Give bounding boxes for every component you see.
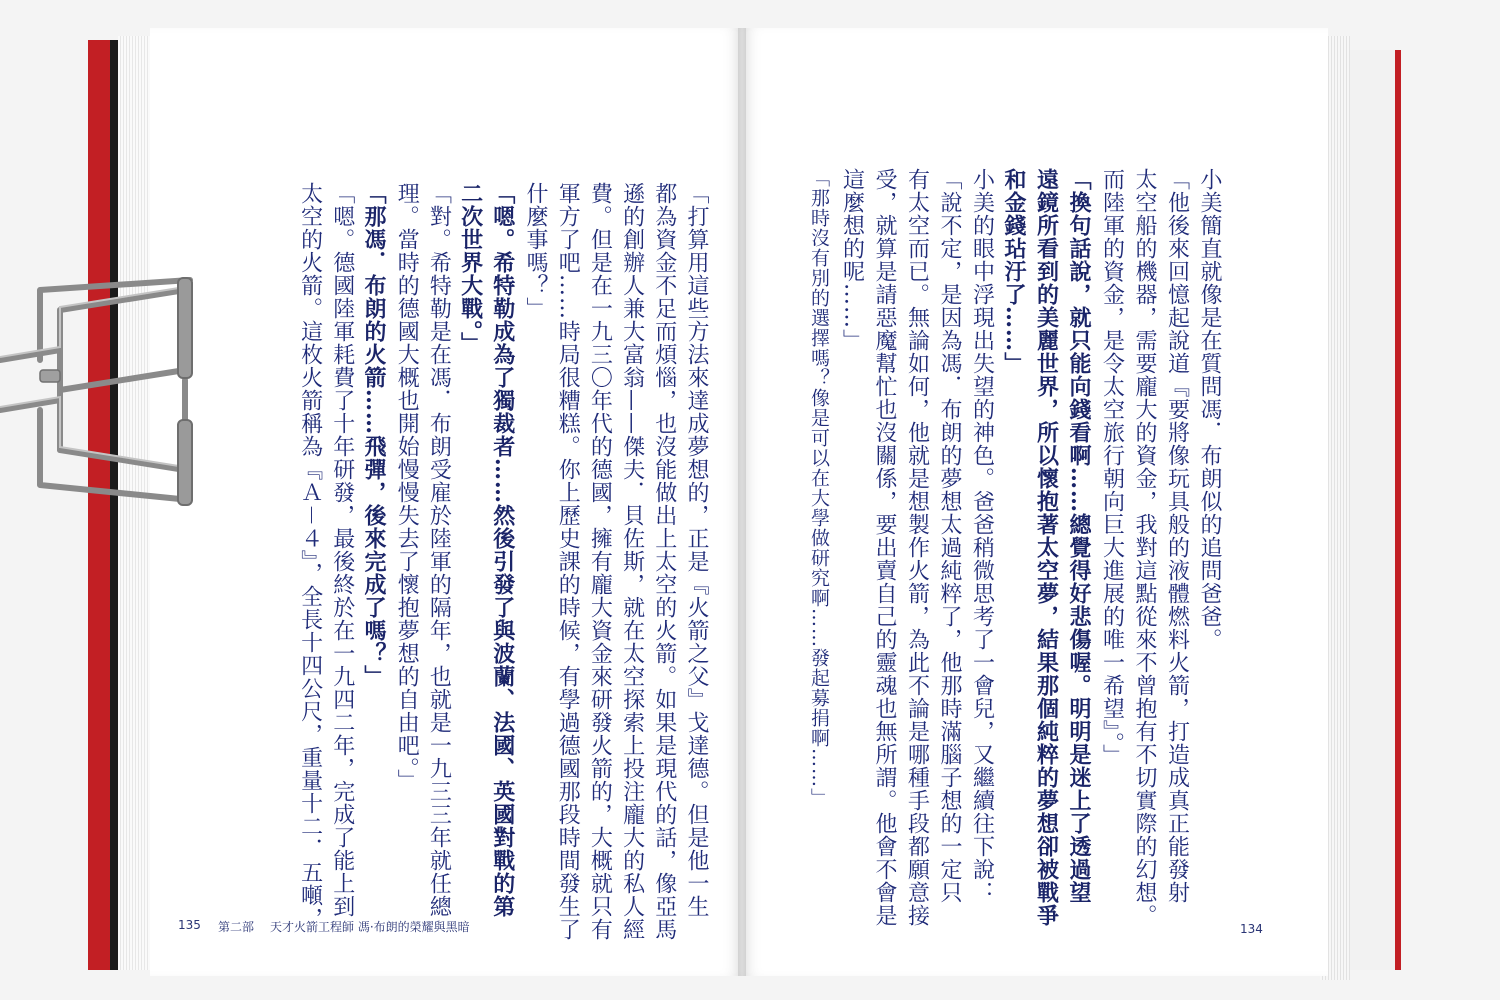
book-cover-edge-right: [1350, 50, 1401, 970]
text-column: 而陸軍的資金，是令太空旅行朝向巨大進展的唯一希望』。」: [1099, 168, 1125, 767]
binder-clip: [0, 270, 200, 510]
text-column: 「那馮．布朗的火箭……飛彈，後來完成了嗎？」: [361, 182, 387, 688]
text-column: 有太空而已。無論如何，他就是想製作火箭，為此不論是哪種手段都願意接: [904, 168, 930, 927]
text-column: 軍方了吧……時局很糟糕。你上歷史課的時候，有學過德國那段時間發生了: [555, 182, 581, 941]
text-column: 「嗯。德國陸軍耗費了十年研發，最後終於在一九四二年，完成了能上到: [329, 182, 355, 918]
text-column: 二次世界大戰。」: [457, 182, 484, 355]
text-column: 「嗯。希特勒成為了獨裁者……然後引發了與波蘭、法國、英國對戰的第: [489, 182, 516, 918]
book-gutter: [738, 28, 746, 976]
text-column: 「對。希特勒是在馮．布朗受雇於陸軍的隔年，也就是一九三三年就任總: [426, 182, 452, 918]
running-head-title: 天才火箭工程師 馮·布朗的榮耀與黑暗: [270, 920, 470, 934]
text-column: 太空的火箭。這枚火箭稱為『Ａ－４』，全長十四公尺，重量十二．五噸，: [297, 182, 323, 931]
text-column: 費。但是在一九三〇年代的德國，擁有龐大資金來研發火箭的，大概就只有: [587, 182, 613, 941]
running-head-part: 第二部: [218, 920, 255, 934]
text-column: 受，就算是請惡魔幫忙也沒關係，要出賣自己的靈魂也無所謂。他會不會是: [872, 168, 897, 927]
text-column: 太空船的機器，需要龐大的資金，我對這點從來不曾抱有不切實際的幻想。: [1132, 168, 1157, 927]
right-page-number: 134: [1240, 922, 1263, 936]
text-column: 都為資金不足而煩惱，也沒能做出上太空的火箭。如果是現代的話，像亞馬: [651, 182, 677, 941]
text-column: 什麼事嗎？」: [523, 182, 548, 320]
text-column: 「說不定，是因為馮．布朗的夢想太過純粹了，他那時滿腦子想的一定只: [937, 168, 962, 904]
text-column: 和金錢玷汙了……」: [1001, 168, 1027, 375]
left-page-number: 135: [178, 918, 201, 932]
text-column: 這麼想的呢……」: [839, 168, 865, 352]
text-column: 「打算用這些方法來達成夢想的，正是『火箭之父』戈達德。但是他一生: [684, 182, 709, 918]
text-column: 「那時沒有別的選擇嗎？像是可以在大學做研究啊……發起募捐啊……」: [808, 168, 830, 808]
text-column: 小美簡直就像是在質問馮．布朗似的追問爸爸。: [1197, 168, 1222, 651]
text-column: 遜的創辦人兼大富翁——傑夫．貝佐斯，就在太空探索上投注龐大的私人經: [619, 182, 645, 941]
text-column: 遠鏡所看到的美麗世界，所以懷抱著太空夢，結果那個純粹的夢想卻被戰爭: [1033, 168, 1060, 927]
text-column: 「換句話說，就只能向錢看啊……總覺得好悲傷喔。明明是迷上了透過望: [1066, 168, 1092, 904]
text-column: 理。當時的德國大概也開始慢慢失去了懷抱夢想的自由吧。」: [394, 182, 420, 792]
text-column: 小美的眼中浮現出失望的神色。爸爸稍微思考了一會兒，又繼續往下說：: [969, 168, 995, 904]
text-column: 「他後來回憶起說道『要將像玩具般的液體燃料火箭，打造成真正能發射: [1164, 168, 1190, 904]
